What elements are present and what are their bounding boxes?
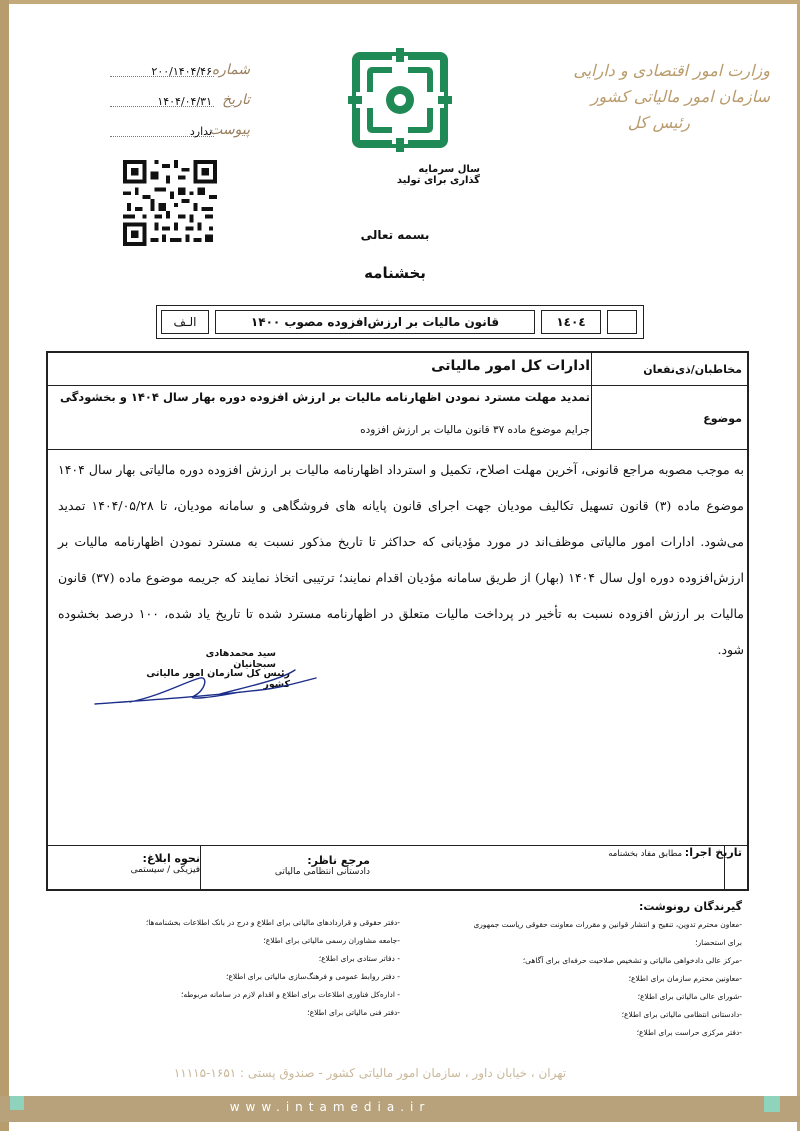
frame-top-border bbox=[0, 0, 800, 4]
footer-website: www.intamedia.ir bbox=[229, 1100, 431, 1114]
attachment-field bbox=[110, 122, 250, 144]
ministry-line-2: سازمان امور مالیاتی کشور bbox=[590, 87, 770, 106]
attachment-label: پیوست bbox=[209, 122, 250, 138]
supervisor-value: دادستانی انتظامی مالیاتی bbox=[274, 867, 370, 877]
footer-square-right-icon bbox=[764, 1096, 780, 1112]
letter-number-value: ۲۰۰/۱۴۰۴/۴۶ bbox=[151, 65, 212, 78]
subject-line-1: تمدید مهلت مسترد نمودن اظهارنامه مالیات بر ارزش افزوده دوره بهار سال ۱۴۰۴ و بخشودگی bbox=[59, 390, 590, 404]
letter-date-field bbox=[110, 92, 250, 114]
circular-body-text: به موجب مصوبه مراجع قانونی، آخرین مهلت اصلاح، تکمیل و استرداد اظهارنامه مالیات بر ارزش افزوده دوره مالیاتی بهار سال ۱۴۰۴ موضوع ماده (۳) قانون تسهیل تکالیف مودیان جهت اجرای قانون پایانه های فروشگاهی و سامانه مودیان، تا ۱۴۰۴/۰۵/۲۸ تمدید می‌شود. ادارات امور مالیاتی موظف‌اند در مورد مؤدیانی که حداکثر تا تاریخ مذکور نسبت به مسترد نمودن اظهارنامه مالیات بر ارزش‌افزوده دوره اول سال ۱۴۰۴ (بهار) از طریق سامانه مؤدیان اقدام نمایند؛ ترتیبی اتخاذ نمایند که جریمه موضوع ماده (۳۷) قانون مالیات بر ارزش افزوده نسبت به تأخیر در پرداخت مالیات متعلق در اظهارنامه مسترد شده تا تاریخ یاد شده، ۱۰۰ درصد بخشوده شود. bbox=[58, 462, 745, 657]
subject-label: موضوع bbox=[703, 412, 742, 425]
ministry-line-3: رئیس کل bbox=[627, 113, 690, 132]
cc-recipients-label: گیرندگان رونوشت: bbox=[638, 900, 742, 913]
effective-date-value: مطابق مفاد بخشنامه bbox=[608, 849, 683, 859]
law-title-cell: قانون مالیات بر ارزش‌افزوده مصوب ۱۴۰۰ bbox=[215, 310, 535, 334]
notification-method-field bbox=[100, 852, 200, 875]
row-divider-1 bbox=[48, 385, 747, 386]
list-item: -جامعه مشاوران رسمی مالیاتی برای اطلاع؛ bbox=[263, 936, 400, 945]
document-type-heading: بخشنامه bbox=[364, 264, 426, 282]
list-item: -مرکز عالی دادخواهی مالیاتی و تشخیص صلاحیت حرفه‌ای برای آگاهی؛ bbox=[522, 956, 742, 965]
title-empty-cell bbox=[607, 310, 637, 334]
handwritten-signature bbox=[90, 660, 330, 720]
effective-date-field bbox=[480, 846, 742, 859]
frame-left-border bbox=[0, 0, 9, 1131]
label-column-divider bbox=[591, 353, 592, 449]
recipients-value: ادارات کل امور مالیاتی bbox=[431, 358, 590, 374]
cc-list-right bbox=[470, 916, 742, 1042]
signatory-title: رئیس کل سازمان امور مالیاتی کشور bbox=[146, 668, 290, 690]
subject-line-2: جرایم موضوع ماده ۳۷ قانون مالیات بر ارزش افزوده bbox=[360, 424, 590, 436]
ministry-header bbox=[550, 58, 770, 136]
list-item: -معاون محترم تدوین، تنقیح و انتشار قوانین و مقررات معاونت حقوقی ریاست جمهوری برای استحضار؛ bbox=[473, 920, 742, 947]
list-item: - دفاتر ستادی برای اطلاع؛ bbox=[318, 954, 400, 963]
list-item: -دفتر فنی مالیاتی برای اطلاع؛ bbox=[307, 1008, 400, 1017]
basmala-heading: بسمه تعالی bbox=[360, 228, 430, 242]
signatory-name: سید محمدهادی سبحانیان bbox=[205, 648, 276, 670]
supervisor-label: مرجع ناظر: bbox=[307, 854, 370, 867]
list-item: -شورای عالی مالیاتی برای اطلاع؛ bbox=[637, 992, 742, 1001]
effective-date-label: تاریخ اجرا: bbox=[684, 846, 742, 859]
footer-square-left-icon bbox=[10, 1096, 24, 1110]
letter-number-label: شماره bbox=[211, 62, 250, 78]
list-item: -دفتر مرکزی حراست برای اطلاع؛ bbox=[636, 1028, 742, 1037]
row-divider-2 bbox=[48, 449, 747, 450]
letter-date-label: تاریخ bbox=[222, 92, 250, 108]
footer-divider-2 bbox=[200, 845, 201, 889]
letter-number-field bbox=[110, 62, 250, 84]
notification-method-label: نحوه ابلاغ: bbox=[142, 852, 200, 865]
series-cell: الـف bbox=[161, 310, 209, 334]
recipients-label: مخاطبان/ذی‌نفعان bbox=[643, 363, 742, 376]
qr-code bbox=[122, 160, 218, 246]
footer-address: تهران ، خیابان داور ، سازمان امور مالیاتی کشور - صندوق پستی : ۱۶۵۱-۱۱۱۱۵ bbox=[173, 1066, 567, 1080]
list-item: -دادستانی انتظامی مالیاتی برای اطلاع؛ bbox=[621, 1010, 742, 1019]
tax-organization-logo bbox=[348, 48, 452, 152]
cc-list-left bbox=[90, 914, 400, 1022]
year-slogan: سال سرمایه گذاری برای تولید bbox=[396, 164, 480, 186]
list-item: - دفتر روابط عمومی و فرهنگ‌سازی مالیاتی برای اطلاع؛ bbox=[226, 972, 400, 981]
notification-method-value: فیزیکی / سیستمی bbox=[130, 865, 200, 875]
supervisor-field bbox=[210, 854, 370, 877]
letter-date-value: ۱۴۰۴/۰۴/۳۱ bbox=[157, 95, 212, 108]
circular-title-box bbox=[156, 305, 644, 339]
attachment-value: ندارد bbox=[189, 125, 212, 138]
list-item: -معاونین محترم سازمان برای اطلاع؛ bbox=[628, 974, 742, 983]
list-item: - اداره‌کل فناوری اطلاعات برای اطلاع و اقدام لازم در سامانه مربوطه؛ bbox=[181, 990, 400, 999]
list-item: -دفتر حقوقی و قراردادهای مالیاتی برای اطلاع و درج در بانک اطلاعات بخشنامه‌ها؛ bbox=[145, 918, 400, 927]
circular-number-cell: ۱٤٠٤ bbox=[541, 310, 601, 334]
ministry-line-1: وزارت امور اقتصادی و دارایی bbox=[573, 61, 770, 80]
